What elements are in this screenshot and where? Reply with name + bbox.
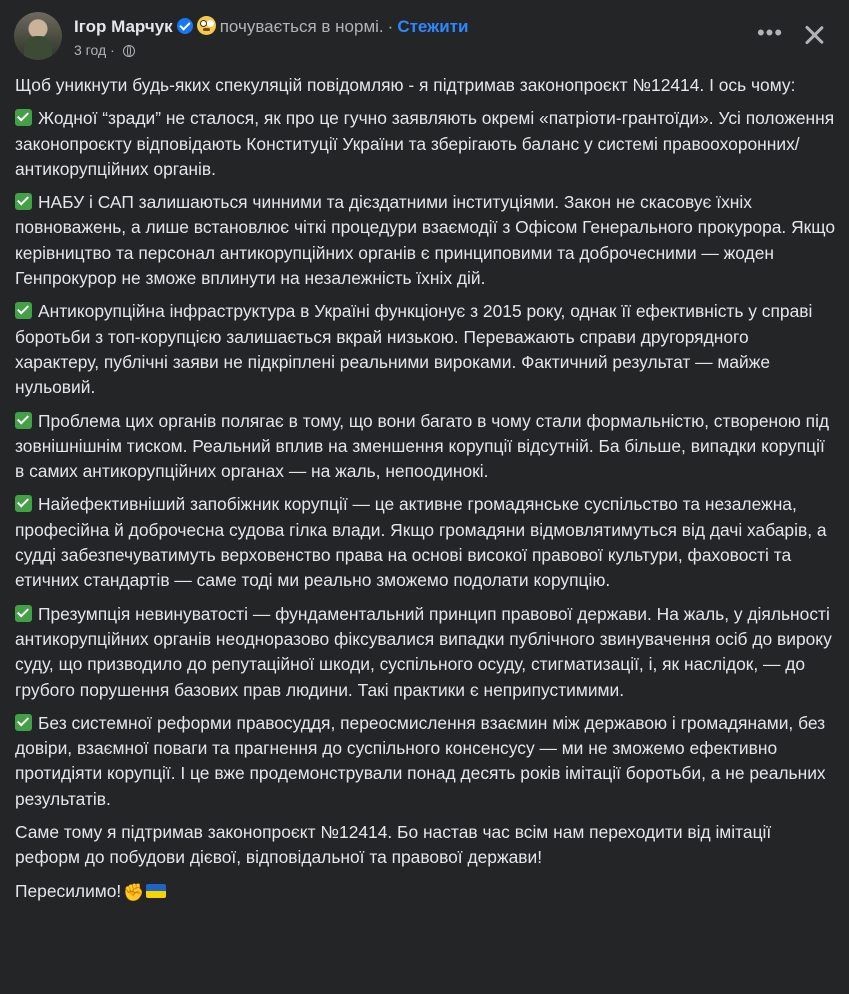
more-options-button[interactable] [755, 20, 785, 50]
post-point [15, 602, 837, 703]
ukraine-flag-emoji-icon [146, 884, 166, 898]
raised-fist-emoji-icon: ✊ [123, 882, 145, 902]
post-point-text: Без системної реформи правосуддя, переосмислення взаємин між державою і громадянами, без довіри, взаємної поваги та прагнення до суспільного консенсусу — ми не зможемо ефективно протидіяти корупції. І це вже продемонстрували понад десять років імітації боротьби, а не реальних результатів. [15, 712, 826, 809]
post-point-text: Антикорупційна інфраструктура в Україні функціонує з 2015 року, однак її ефективність у справі боротьби з топ-корупцією залишається вкрай низькою. Переважають справи другорядного характеру, публічні заяви не підкріплені реальними вироками. Фактичний результат — майже нульовий. [15, 301, 813, 398]
feeling-text: почувається в нормі. [219, 17, 384, 36]
check-mark-emoji-icon [15, 193, 32, 210]
post-point-text: Проблема цих органів полягає в тому, що вони багато в чому стали формальністю, створеною під зовнішнішнім тиском. Реальний вплив на зменшення корупції відсутній. Ба більше, випадки корупції в самих антикорупційних органах — на жаль, непоодинокі. [15, 410, 830, 482]
post-conclusion: Саме тому я підтримав законопроєкт №12414. Бо настав час всім нам переходити від імітації реформ до побудови дієвої, відповідальної та правової держави! [15, 822, 772, 868]
verified-badge-icon [177, 18, 193, 34]
post-closing: Пересилимо! [15, 880, 122, 901]
check-mark-emoji-icon [15, 109, 32, 126]
close-button[interactable] [797, 18, 831, 52]
post-point [15, 299, 837, 400]
post-closing-line [15, 879, 837, 905]
post-point-text: НАБУ і САП залишаються чинними та дієздатними інституціями. Закон не скасовує їхніх повноважень, а лише встановлює чіткі процедури взаємодії з Офісом Генерального прокурора. Якщо керівництво та персонал антикорупційних органів є принциповими та доброчесними — жоден Генпрокурор не зможе вплинути на незалежність їхніх дій. [15, 192, 836, 289]
globe-icon[interactable] [123, 45, 135, 57]
check-mark-emoji-icon [15, 714, 32, 731]
face-emoji-icon [197, 16, 216, 35]
post-intro: Щоб уникнути будь-яких спекуляцій повідомляю - я підтримав законопроєкт №12414. І ось чому: [15, 75, 796, 95]
check-mark-emoji-icon [15, 495, 32, 512]
meta-separator: · [110, 42, 115, 58]
post-meta [74, 41, 135, 59]
post-point-text: Жодної “зради” не сталося, як про це гучно заявляють окремі «патріоти-грантоїди». Усі положення законопроєкту відповідають Конституції України та зберігають баланс у системі правоохоронних/антикорупційних органів. [15, 108, 835, 179]
check-mark-emoji-icon [15, 302, 32, 319]
author-line [74, 16, 468, 38]
check-mark-emoji-icon [15, 412, 32, 429]
follow-button[interactable]: Стежити [397, 17, 469, 36]
post-point-text: Найефективніший запобіжник корупції — це активне громадянське суспільство та незалежна, професійна й доброчесна судова гілка влади. Якщо громадяни відмовлятимуться від дачі хабарів, а судді забезпечуватимуть верховенство права на основі високої правової культури, фаховості та етичних стандартів — саме тоді ми реально зможемо подолати корупцію. [15, 494, 827, 591]
post-body [15, 73, 837, 913]
post-point [15, 106, 837, 182]
post-header [14, 12, 835, 62]
more-options-icon: ••• [756, 20, 784, 45]
post-point [15, 409, 837, 485]
separator-dot: · [387, 17, 394, 36]
post-point [15, 190, 837, 291]
post-point [15, 492, 837, 593]
check-mark-emoji-icon [15, 605, 32, 622]
avatar[interactable] [14, 12, 62, 60]
post-point [15, 711, 837, 812]
author-name[interactable]: Ігор Марчук [74, 17, 173, 36]
post-point-text: Презумпція невинуватості — фундаментальний принцип правової держави. На жаль, у діяльності антикорупційних органів неодноразово фіксувалися випадки публічного звинувачення осіб до вироку суду, що призводило до репутаційної шкоди, суспільного осуду, стигматизації, і, як наслідок, — до грубого порушення базових прав людини. Такі практики є неприпустимими. [15, 603, 832, 700]
post-time[interactable]: 3 год [74, 42, 107, 58]
